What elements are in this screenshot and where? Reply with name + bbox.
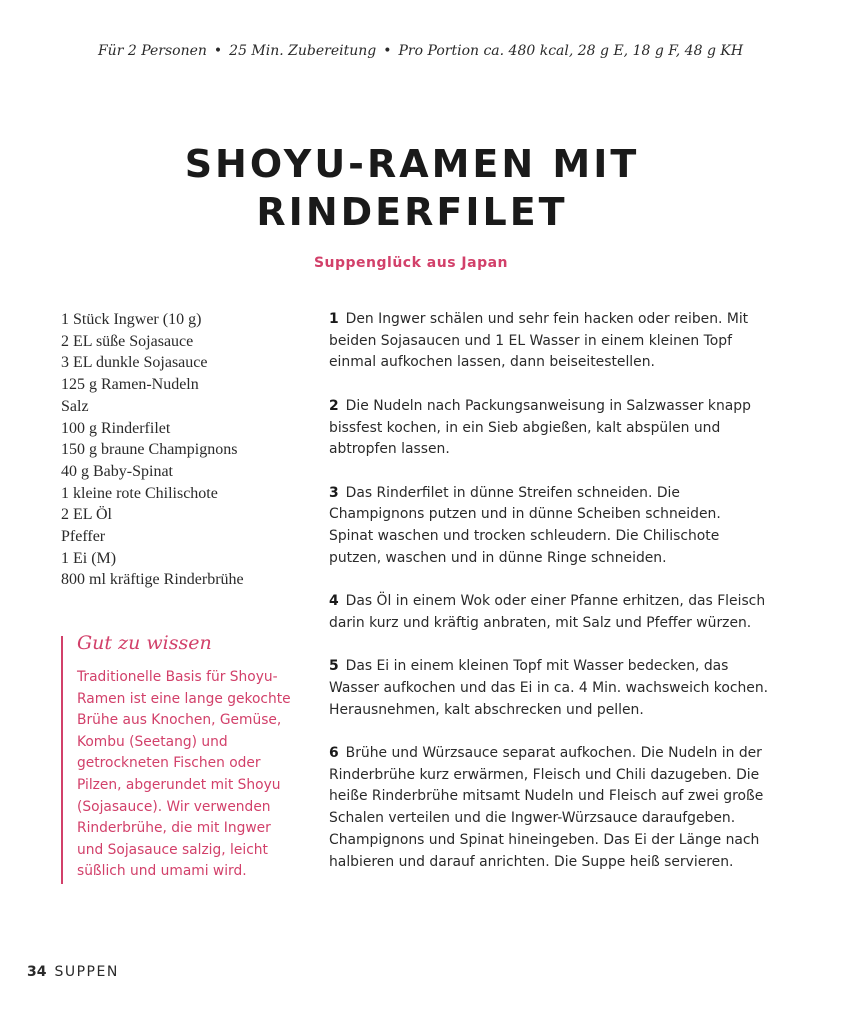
recipe-title: SHOYU-RAMEN MIT RINDERFILET	[184, 142, 640, 234]
ingredient-item: 150 g braune Champignons	[61, 441, 238, 459]
instruction-list	[329, 309, 769, 895]
instruction-step	[329, 743, 769, 873]
ingredient-item: Pfeffer	[61, 528, 106, 546]
page-footer	[27, 964, 119, 980]
step-number: 4	[329, 593, 339, 610]
step-number: 3	[329, 484, 339, 501]
ingredient-item: 40 g Baby-Spinat	[61, 462, 173, 480]
tip-accent-bar	[61, 636, 63, 884]
ingredient-item: Salz	[61, 397, 89, 415]
ingredient-item: 100 g Rinderfilet	[61, 419, 171, 437]
recipe-meta	[0, 43, 841, 59]
step-number: 5	[329, 658, 339, 675]
step-text: Den Ingwer schälen und sehr fein hacken oder reiben. Mit beiden Sojasaucen und 1 EL Wasser in einem kleinen Topf einmal aufkochen lassen, dann beiseitestellen.	[329, 311, 749, 371]
servings: Für 2 Personen	[97, 43, 207, 59]
recipe-subtitle: Suppenglück aus Japan	[313, 255, 509, 271]
ingredient-item: 125 g Ramen-Nudeln	[61, 376, 199, 394]
ingredient-item: 1 kleine rote Chilischote	[61, 484, 218, 502]
ingredient-item: 2 EL Öl	[61, 506, 112, 524]
section-name: SUPPEN	[54, 964, 119, 980]
nutrition-info: Pro Portion ca. 480 kcal, 28 g E, 18 g F, 48 g KH	[398, 43, 744, 59]
page-number: 34	[27, 964, 47, 980]
instruction-step	[329, 309, 769, 374]
ingredient-item: 1 Stück Ingwer (10 g)	[61, 311, 202, 328]
ingredient-list	[61, 309, 311, 591]
meta-separator: •	[383, 43, 392, 59]
step-text: Die Nudeln nach Packungsanweisung in Salzwasser knapp bissfest kochen, in ein Sieb abgießen, kalt abspülen und abtropfen lassen.	[329, 397, 751, 458]
step-text: Brühe und Würzsauce separat aufkochen. Die Nudeln in der Rinderbrühe kurz erwärmen, Fleisch und Chili dazugeben. Die heiße Rinderbrühe mitsamt Nudeln und Fleisch auf zwei große Schalen verteilen und die Ingwer-Würzsauce daraufgeben. Champignons und Spinat hineingeben. Das Ei der Länge nach halbieren und darauf anrichten. Die Suppe heiß servieren.	[329, 744, 764, 870]
tip-text: Traditionelle Basis für Shoyu-Ramen ist eine lange gekochte Brühe aus Knochen, Gemüse, Kombu (Seetang) und getrockneten Fischen oder Pilzen, abgerundet mit Shoyu (Sojasauce). Wir verwenden Rinderbrühe, die mit Ingwer und Sojasauce salzig, leicht süßlich und umami wird.	[77, 669, 291, 880]
meta-separator: •	[213, 43, 223, 59]
prep-time: 25 Min. Zubereitung	[229, 43, 377, 59]
ingredient-item: 2 EL süße Sojasauce	[61, 332, 194, 350]
ingredient-item: 800 ml kräftige Rinderbrühe	[61, 571, 244, 589]
ingredient-item: 1 Ei (M)	[61, 549, 117, 567]
step-text: Das Ei in einem kleinen Topf mit Wasser bedecken, das Wasser aufkochen und das Ei in ca. 4 Min. wachsweich kochen. Herausnehmen, kalt abschrecken und pellen.	[329, 658, 769, 718]
step-text: Das Rinderfilet in dünne Streifen schneiden. Die Champignons putzen und in dünne Scheiben schneiden. Spinat waschen und trocken schleudern. Die Chilischote putzen, waschen und in dünne Ringe schneiden.	[329, 484, 721, 566]
instruction-step	[329, 656, 769, 721]
instruction-step	[329, 396, 769, 461]
instruction-step	[329, 483, 769, 570]
ingredient-item: 3 EL dunkle Sojasauce	[61, 354, 208, 372]
tip-box	[61, 632, 301, 882]
tip-title: Gut zu wissen	[77, 632, 212, 654]
step-number: 6	[329, 744, 339, 761]
instruction-step	[329, 591, 769, 634]
step-number: 1	[329, 311, 339, 327]
step-number: 2	[329, 397, 339, 414]
step-text: Das Öl in einem Wok oder einer Pfanne erhitzen, das Fleisch darin kurz und kräftig anbraten, mit Salz und Pfeffer würzen.	[329, 593, 766, 631]
